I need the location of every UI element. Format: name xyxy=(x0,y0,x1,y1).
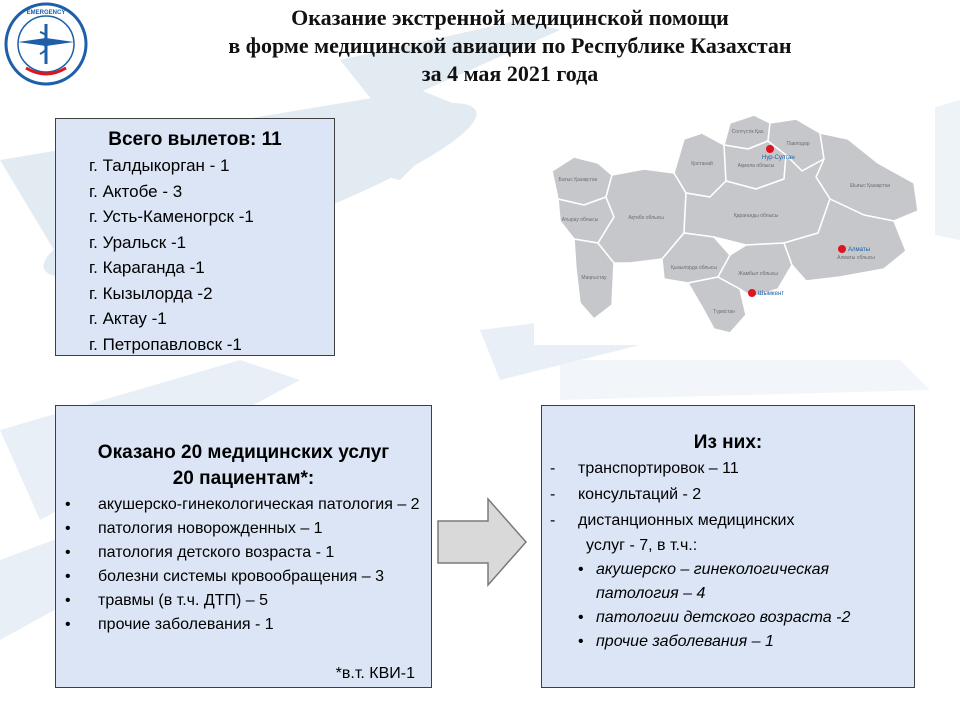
flight-row: г. Кызылорда -2 xyxy=(89,283,213,303)
svg-text:Атырау облысы: Атырау облысы xyxy=(561,217,599,223)
flight-row: г. Уральск -1 xyxy=(89,232,187,252)
map-label-almaty: Алматы xyxy=(848,247,870,253)
svg-text:Ақтөбе облысы: Ақтөбе облысы xyxy=(628,215,664,221)
list-item: • патологии детского возраста -2 xyxy=(542,606,914,630)
list-item: • травмы (в т.ч. ДТП) – 5 xyxy=(56,590,431,611)
map-marker-shymkent xyxy=(748,289,756,297)
map-marker-almaty xyxy=(838,245,846,253)
list-item: • акушерско-гинекологическая патология – 2 xyxy=(56,494,431,515)
svg-text:Түркістан: Түркістан xyxy=(713,309,735,315)
svg-text:Солтүстік Қаз.: Солтүстік Қаз. xyxy=(731,129,765,135)
map-label-shymkent: Шымкент xyxy=(758,291,785,297)
svg-text:Маңғыстау: Маңғыстау xyxy=(581,275,607,281)
list-item-continuation: патология – 4 xyxy=(596,585,706,602)
flight-row: г. Усть-Каменогрск -1 xyxy=(89,207,254,226)
flight-row: г. Талдыкорган - 1 xyxy=(89,156,230,175)
svg-text:Жамбыл облысы: Жамбыл облысы xyxy=(738,271,778,277)
kazakhstan-map xyxy=(534,93,935,345)
flights-summary-box xyxy=(55,118,335,356)
list-item: - транспортировок – 11 xyxy=(542,456,914,482)
title-line-3: за 4 мая 2021 года xyxy=(421,61,599,86)
svg-text:Алматы облысы: Алматы облысы xyxy=(837,255,875,261)
svg-text:Шығыс Қазақстан: Шығыс Қазақстан xyxy=(849,183,891,189)
page-title xyxy=(110,4,910,88)
flight-row: г. Караганда -1 xyxy=(89,258,205,277)
svg-text:Қостанай: Қостанай xyxy=(691,161,713,167)
svg-text:EMERGENCY: EMERGENCY xyxy=(26,10,66,16)
list-item: • прочие заболевания – 1 xyxy=(542,630,914,654)
flight-row: г. Актобе - 3 xyxy=(89,181,183,201)
svg-text:Ақмола облысы: Ақмола облысы xyxy=(737,163,775,169)
list-item-continuation: услуг - 7, в т.ч.: xyxy=(586,537,698,554)
breakdown-box xyxy=(541,405,915,688)
svg-text:Қызылорда облысы: Қызылорда облысы xyxy=(671,265,717,271)
list-item: - дистанционных медицинских xyxy=(542,508,914,534)
footnote: *в.т. КВИ-1 xyxy=(335,665,415,682)
breakdown-header: Из них: xyxy=(693,432,763,453)
map-marker-nur-sultan xyxy=(766,145,774,153)
svg-text:Қарағанды облысы: Қарағанды облысы xyxy=(733,213,779,219)
services-header-line-1: Оказано 20 медицинских услуг xyxy=(97,442,390,463)
title-line-1: Оказание экстренной медицинской помощи xyxy=(291,5,729,30)
map-label-nur-sultan: Нур-Султан xyxy=(762,155,795,161)
flights-header: Всего вылетов: 11 xyxy=(108,129,282,150)
services-list xyxy=(56,494,431,635)
right-arrow-icon xyxy=(436,497,528,587)
emergency-medical-care-logo xyxy=(4,2,88,86)
flight-row: г. Актау -1 xyxy=(89,309,167,328)
list-item: • акушерско – гинекологическая xyxy=(542,558,914,582)
list-item: • прочие заболевания - 1 xyxy=(56,614,431,635)
list-item: • болезни системы кровообращения – 3 xyxy=(56,566,431,587)
services-header-line-2: 20 пациентам*: xyxy=(172,468,315,489)
list-item: • патология новорожденных – 1 xyxy=(56,518,431,539)
title-line-2: в форме медицинской авиации по Республике Казахстан xyxy=(228,33,792,58)
services-box xyxy=(55,405,432,688)
list-item: • патология детского возраста - 1 xyxy=(56,542,431,563)
list-item: - консультаций - 2 xyxy=(542,482,914,508)
flight-row: г. Петропавловск -1 xyxy=(89,334,242,354)
svg-text:Павлодар: Павлодар xyxy=(786,141,810,147)
svg-text:Батыс Қазақстан: Батыс Қазақстан xyxy=(558,177,598,183)
